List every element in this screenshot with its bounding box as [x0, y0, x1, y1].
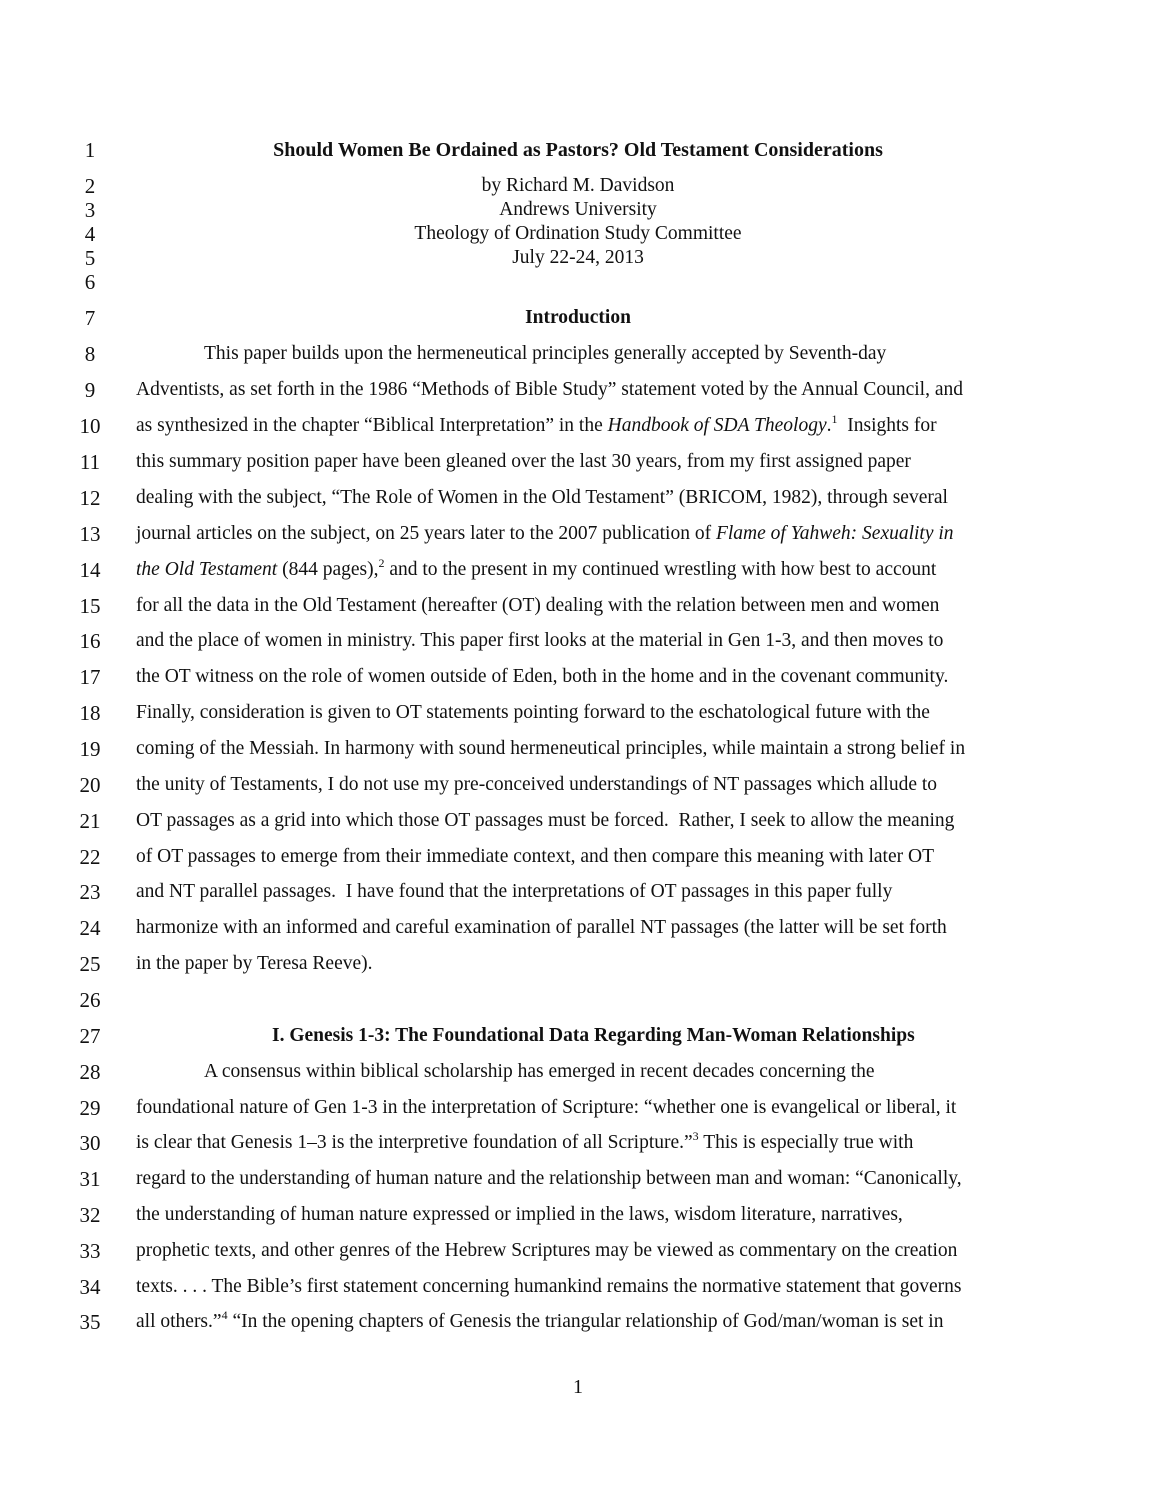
line-number: 2 [84, 174, 96, 198]
text-line [136, 1310, 943, 1334]
text-line: and NT parallel passages. I have found that the interpretations of OT passages in this paper fully [136, 881, 893, 902]
text-line: Finally, consideration is given to OT statements pointing forward to the eschatological future with the [136, 702, 930, 723]
line-number: 13 [79, 522, 101, 546]
text-line [136, 522, 954, 546]
line-number: 24 [79, 916, 101, 940]
italic-title: Flame of Yahweh: Sexuality in [715, 523, 954, 544]
date: July 22-24, 2013 [512, 247, 644, 268]
text-line: regard to the understanding of human nature and the relationship between man and woman: “Canonically, [136, 1168, 962, 1189]
text-line: the OT witness on the role of women outside of Eden, both in the home and in the covenant community. [136, 666, 949, 687]
text-line: texts. . . . The Bible’s first statement concerning humankind remains the normative statement that governs [136, 1276, 962, 1297]
text-line: in the paper by Teresa Reeve). [136, 953, 373, 974]
line-number: 18 [79, 701, 101, 725]
text-run: journal articles on the subject, on 25 years later to the 2007 publication of [136, 523, 716, 544]
text-line: and the place of women in ministry. This paper first looks at the material in Gen 1-3, and then moves to [136, 630, 944, 651]
line-number: 20 [79, 773, 101, 797]
committee: Theology of Ordination Study Committee [414, 223, 742, 244]
line-number: 10 [79, 414, 101, 438]
text-line: the unity of Testaments, I do not use my pre-conceived understandings of NT passages which allude to [136, 774, 938, 795]
line-number: 11 [79, 450, 101, 474]
text-line: dealing with the subject, “The Role of Women in the Old Testament” (BRICOM, 1982), through several [136, 487, 948, 508]
text-line: the understanding of human nature expressed or implied in the laws, wisdom literature, narratives, [136, 1204, 903, 1225]
page-number: 1 [573, 1376, 583, 1398]
text-run: is clear that Genesis 1–3 is the interpretive foundation of all Scripture.” [136, 1132, 693, 1153]
text-line [136, 1131, 913, 1155]
text-line: Adventists, as set forth in the 1986 “Methods of Bible Study” statement voted by the Annual Council, and [136, 379, 964, 400]
text-line: A consensus within biblical scholarship has emerged in recent decades concerning the [204, 1061, 875, 1082]
line-number: 25 [79, 952, 101, 976]
text-run: . [826, 415, 832, 436]
line-number: 34 [79, 1275, 101, 1299]
line-number: 7 [84, 306, 96, 330]
text-line: harmonize with an informed and careful examination of parallel NT passages (the latter will be set forth [136, 917, 947, 938]
line-number: 35 [79, 1310, 101, 1334]
italic-title: Handbook of SDA Theology [607, 415, 827, 436]
text-run: all others.” [136, 1311, 222, 1332]
line-number: 12 [79, 486, 101, 510]
text-line: for all the data in the Old Testament (hereafter (OT) dealing with the relation between men and women [136, 595, 940, 616]
footnote-ref[interactable]: 1 [831, 412, 838, 426]
text-run: as synthesized in the chapter “Biblical Interpretation” in the [136, 415, 608, 436]
line-number: 21 [79, 809, 101, 833]
line-number: 8 [84, 342, 96, 366]
line-number: 19 [79, 737, 101, 761]
italic-title: the Old Testament [136, 559, 278, 580]
text-run: and to the present in my continued wrestling with how best to account [384, 559, 937, 580]
footnote-ref[interactable]: 2 [378, 556, 385, 570]
line-number: 26 [79, 988, 101, 1012]
line-number: 16 [79, 629, 101, 653]
institution: Andrews University [499, 199, 657, 220]
footnote-ref[interactable]: 4 [221, 1308, 228, 1322]
document-title: Should Women Be Ordained as Pastors? Old Testament Considerations [273, 139, 883, 161]
text-run: “In the opening chapters of Genesis the triangular relationship of God/man/woman is set in [227, 1311, 944, 1332]
text-run: Insights for [837, 415, 937, 436]
line-number: 6 [84, 270, 96, 294]
line-number: 23 [79, 880, 101, 904]
text-run: This is especially true with [698, 1132, 914, 1153]
line-number: 31 [79, 1167, 101, 1191]
line-number: 28 [79, 1060, 101, 1084]
author-line: by Richard M. Davidson [481, 175, 675, 196]
line-number: 3 [84, 198, 96, 222]
text-line: prophetic texts, and other genres of the Hebrew Scriptures may be viewed as commentary on the creation [136, 1240, 958, 1261]
line-number: 22 [79, 845, 101, 869]
line-number: 9 [84, 378, 96, 402]
text-line: OT passages as a grid into which those OT passages must be forced. Rather, I seek to allow the meaning [136, 810, 955, 831]
line-number: 1 [84, 138, 96, 162]
text-line [136, 558, 936, 582]
intro-heading: Introduction [525, 307, 631, 328]
line-number: 29 [79, 1096, 101, 1120]
line-number: 32 [79, 1203, 101, 1227]
line-number: 33 [79, 1239, 101, 1263]
text-line: of OT passages to emerge from their immediate context, and then compare this meaning with later OT [136, 846, 934, 867]
text-line: coming of the Messiah. In harmony with sound hermeneutical principles, while maintain a strong belief in [136, 738, 966, 759]
line-number: 17 [79, 665, 101, 689]
line-number: 4 [84, 222, 96, 246]
line-number: 30 [79, 1131, 101, 1155]
text-line: foundational nature of Gen 1-3 in the interpretation of Scripture: “whether one is evangelical or liberal, it [136, 1097, 957, 1118]
line-number: 14 [79, 558, 101, 582]
line-number: 5 [84, 246, 96, 270]
text-line: This paper builds upon the hermeneutical principles generally accepted by Seventh-day [204, 343, 887, 364]
line-number: 15 [79, 594, 101, 618]
text-line [136, 414, 937, 438]
footnote-ref[interactable]: 3 [692, 1129, 699, 1143]
text-line: this summary position paper have been gleaned over the last 30 years, from my first assigned paper [136, 451, 911, 472]
line-number: 27 [79, 1024, 101, 1048]
text-run: (844 pages), [277, 559, 379, 580]
section-heading: I. Genesis 1-3: The Foundational Data Regarding Man-Woman Relationships [272, 1025, 915, 1046]
